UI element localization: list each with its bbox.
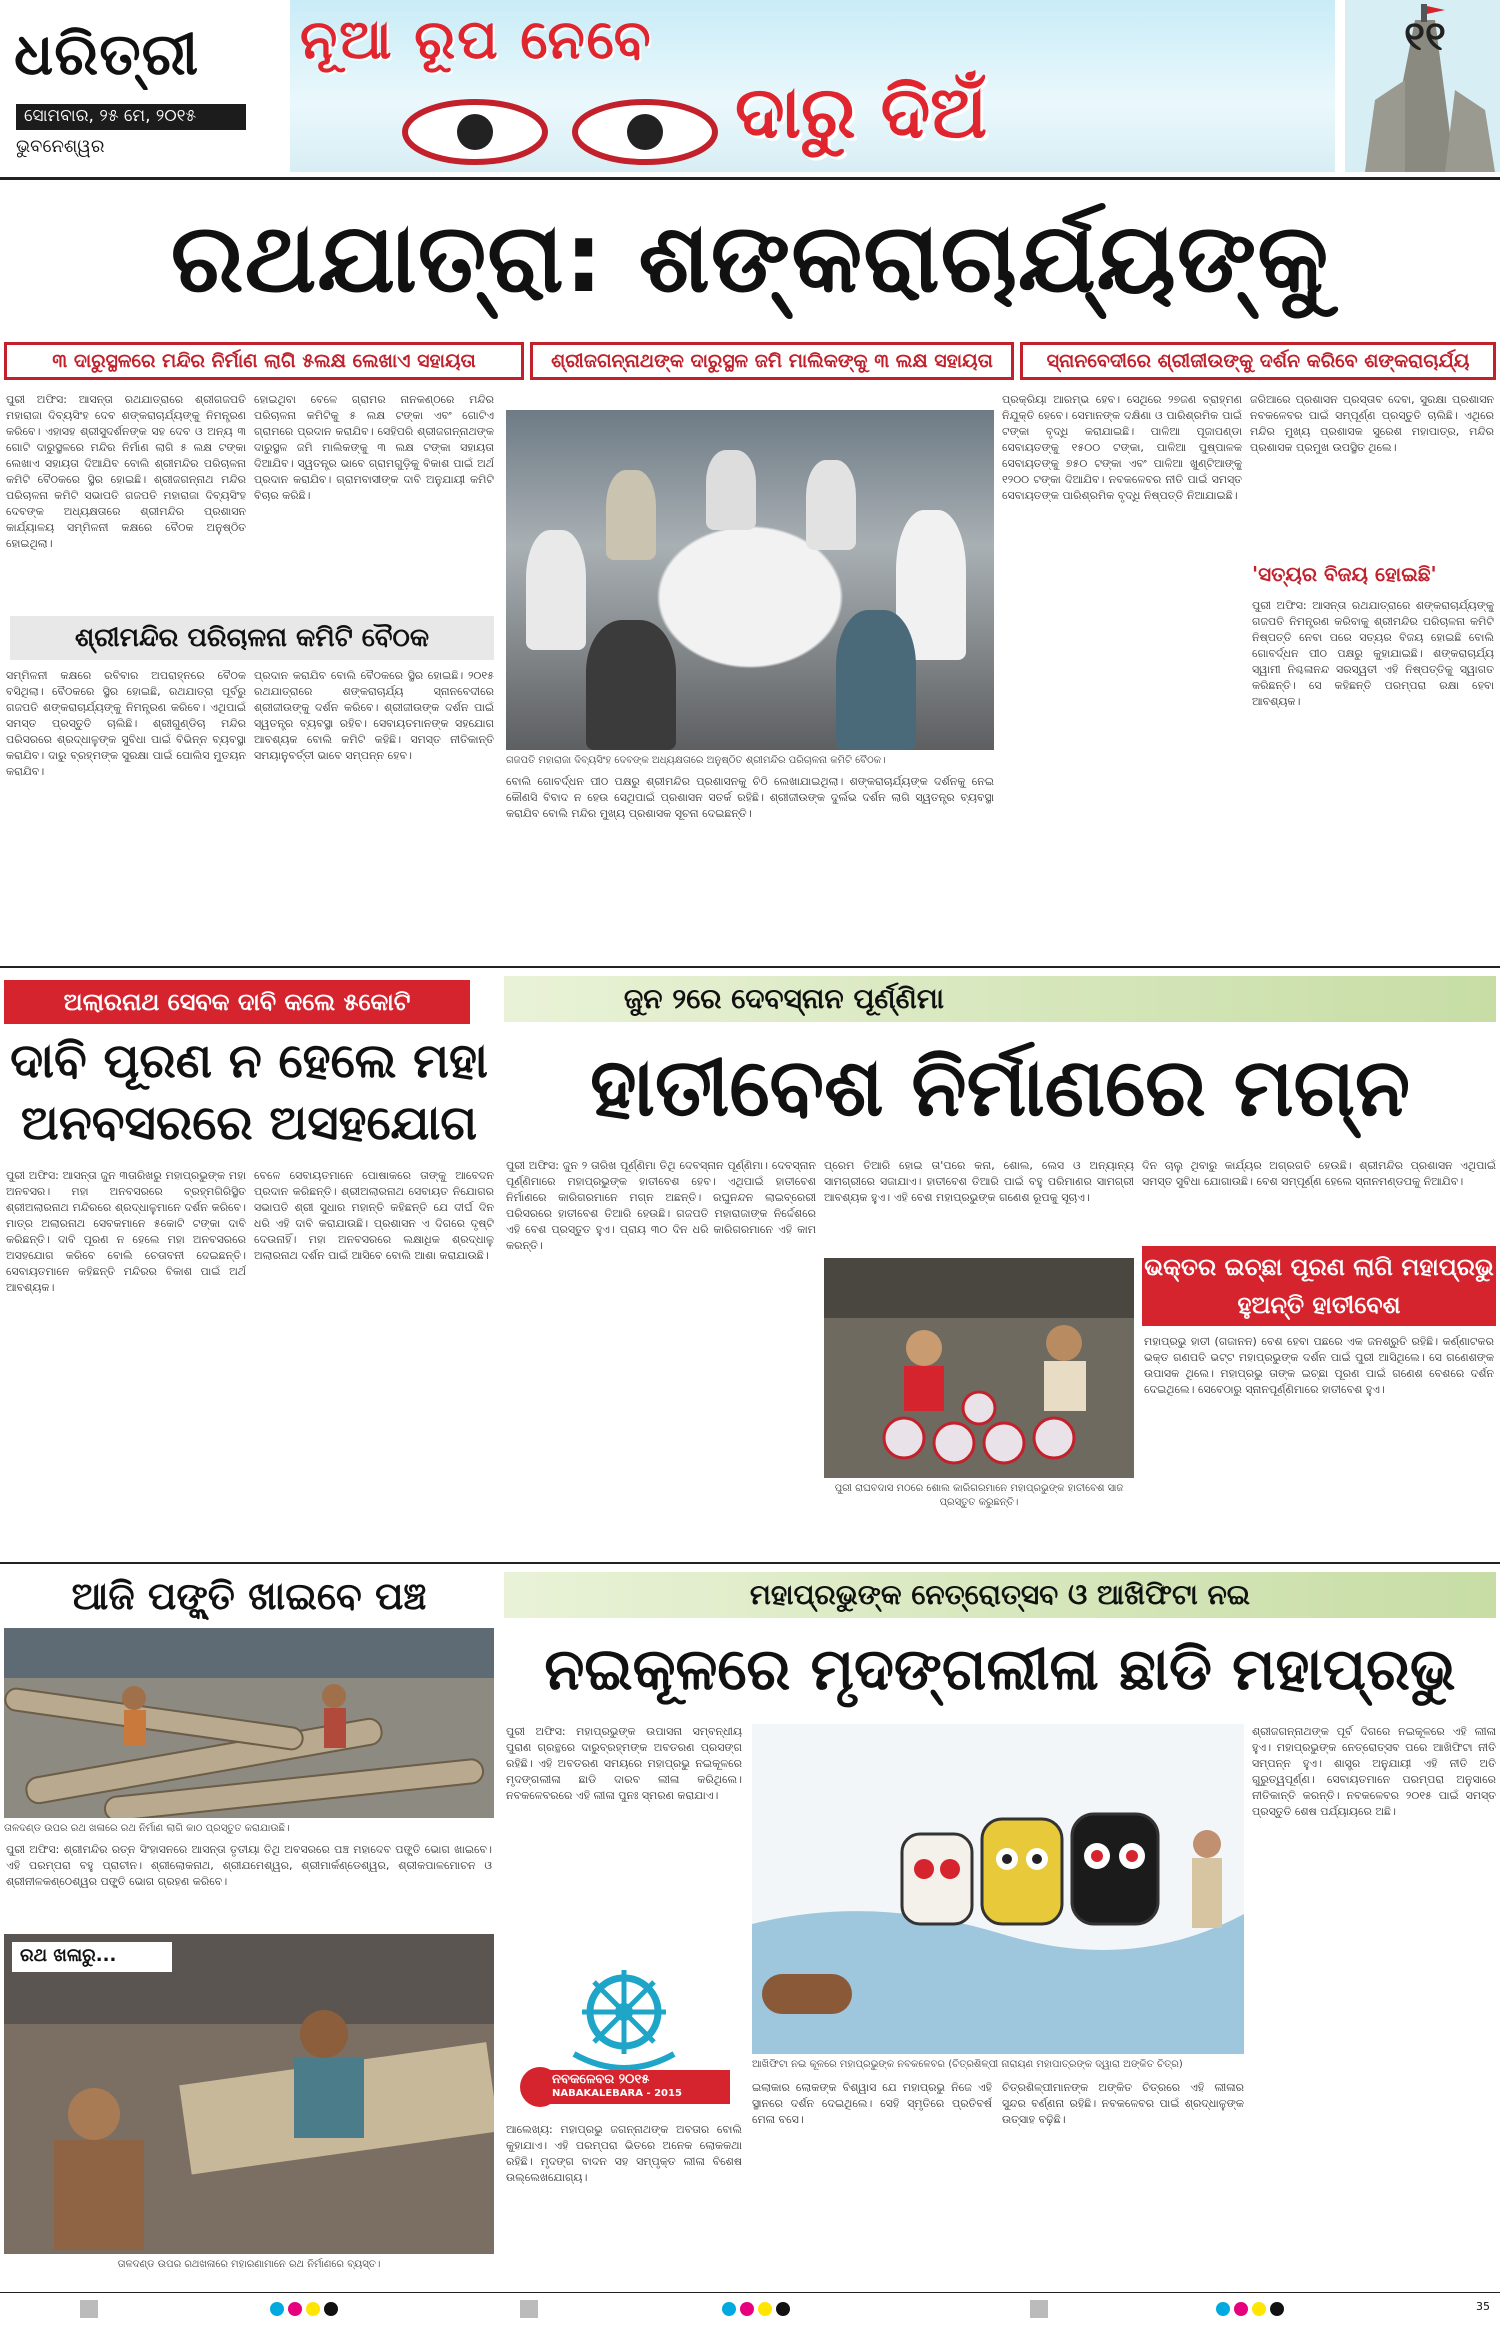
netrotsav-text-a: ପୁରୀ ଅଫିସ: ମହାପ୍ରଭୁଙ୍କ ଉପାସନା ସମ୍ବନ୍ଧୀୟ ପୁରାଣ ଗ୍ରନ୍ଥରେ ଦାରୁବ୍ରହ୍ମଙ୍କ ଅବତରଣ ପ୍ରସଙ୍ଗ ରହିଛି। ଏହି ଅବତରଣ ସମୟରେ ମହାପ୍ରଭୁ ନଇକୂଳରେ ମୃଦଙ୍ଗଲୀଳା ଛାଡି ଦାରବ ଲୀଳା କରିଥିଲେ। ନବକଳେବରରେ ଏହି ଲୀଳା ପୁନଃ ସ୍ମରଣ କରାଯାଏ। [506, 1725, 742, 1802]
banner-tagline: ନୂଆ ରୂପ ନେବେ [300, 8, 653, 71]
yellow-dot-icon-2 [758, 2302, 772, 2316]
alarnath-headline: ଦାବି ପୂରଣ ନ ହେଲେ ମହା ଅନବସରରେ ଅସହଯୋଗ [10, 1033, 488, 1151]
lead-strip-3: ସ୍ନାନବେଦୀରେ ଶ୍ରୀଜୀଉଙ୍କୁ ଦର୍ଶନ କରିବେ ଶଙ୍କରାଚାର୍ଯ୍ୟ [1020, 342, 1496, 380]
alarnath-text-b: ବେଳେ ସେବାୟତମାନେ ପୋଷାକରେ ତାଙ୍କୁ ଆବେଦନ ପ୍ରଦାନ କରିଛନ୍ତି। ଶ୍ରୀଅଲାରନାଥ ସେବାୟତ ନିଯୋଗର ସଭାପତି ଶ୍ରୀ ସୁଧାର ମହାନ୍ତି କହିଛନ୍ତି ଯେ ଦୀର୍ଘ ଦିନ ଧରି ଏହି ଦାବି କରାଯାଉଛି। ପ୍ରଶାସନ ଏ ଦିଗରେ ଦୃଷ୍ଟି ଦେଉନାହିଁ। ମହା ଅନବସରରେ ଲକ୍ଷାଧିକ ଶ୍ରଦ୍ଧାଳୁ ଅଲାରନାଥ ଦର୍ଶନ ପାଇଁ ଆସିବେ ବୋଲି ଆଶା କରାଯାଉଛି। [254, 1169, 494, 1262]
footer-rule [0, 2292, 1500, 2293]
netrotsav-text-d: ଆଲେଖ୍ୟ: ମହାପ୍ରଭୁ ଜଗନ୍ନାଥଙ୍କ ଅବତାର ବୋଲି କୁହାଯାଏ। ଏହି ପରମ୍ପରା ଭିତରେ ଅନେକ ଲୋକକଥା ରହିଛି। ମୃଦଙ୍ଗ ବାଦନ ସହ ସମ୍ପୃକ୍ତ ଲୀଳା ବିଶେଷ ଉଲ୍ଲେଖଯୋଗ୍ୟ। [506, 2123, 742, 2184]
cyan-dot-icon-2 [722, 2302, 736, 2316]
black-dot-icon-3 [1270, 2302, 1284, 2316]
lead-col2-bottom: ପ୍ରଦାନ କରାଯିବ ବୋଲି ବୈଠକରେ ସ୍ଥିର ହୋଇଛି। ୨୦୧୫ ରଥଯାତ୍ରାରେ ଶଙ୍କରାଚାର୍ଯ୍ୟ ସ୍ନାନବେଦୀରେ ଶ୍ରୀଜୀଉଙ୍କୁ ଦର୍ଶନ କରିବେ। ଶ୍ରୀଜୀଉଙ୍କ ଦର୍ଶନ ପାଇଁ ସ୍ୱତନ୍ତ୍ର ବ୍ୟବସ୍ଥା ରହିବ। ସେବାୟତମାନଙ୍କ ସହଯୋଗ ଆବଶ୍ୟକ ବୋଲି କମିଟି କହିଛି। ସମସ୍ତ ନୀତିକାନ୍ତି ସମୟାନୁବର୍ତ୍ତୀ ଭାବେ ସମ୍ପନ୍ନ ହେବ। [254, 669, 494, 762]
footer-page-code: 35 [1476, 2300, 1490, 2313]
nabakalebara-logo-title: ନବକଳେବର ୨୦୧୫ [552, 2072, 650, 2087]
lead-col1-top: ପୁରୀ ଅଫିସ: ଆସନ୍ତା ରଥଯାତ୍ରାରେ ଶ୍ରୀଗଜପତି ମହାରାଜା ଦିବ୍ୟସିଂହ ଦେବ ଶଙ୍କରାଚାର୍ଯ୍ୟଙ୍କୁ ନିମନ୍ତ୍ରଣ କରିବେ। ଏହାସହ ଶ୍ରୀସୁଦର୍ଶନଙ୍କ ସହ ଦେବ ଓ ଅନ୍ୟ ୩ ଗୋଟି ଦାରୁସ୍ଥଳରେ ମନ୍ଦିର ନିର୍ମାଣ ଲାଗି ୫ ଲକ୍ଷ ଟଙ୍କା ଲେଖାଏ ସହାୟତା ଦିଆଯିବ ବୋଲି ଶ୍ରୀମନ୍ଦିର ପରିଚାଳନା କମିଟି ବୈଠକରେ ସ୍ଥିର ହୋଇଛି। ଶ୍ରୀଜଗନ୍ନାଥ ମନ୍ଦିର ପରିଚାଳନା କମିଟି ସଭାପତି ଗଜପତି ମହାରାଜା ଦିବ୍ୟସିଂହ ଦେବଙ୍କ ଅଧ୍ୟକ୍ଷତାରେ ଶ୍ରୀମନ୍ଦିର ପ୍ରଶାସନ କାର୍ଯ୍ୟାଳୟ ସମ୍ମିଳନୀ କକ୍ଷରେ ବୈଠକ ଅନୁଷ୍ଠିତ ହୋଇଥିଲା। [6, 393, 246, 550]
netrotsav-kicker: ମହାପ୍ରଭୁଙ୍କ ନେତ୍ରୋତ୍ସବ ଓ ଆଖିଫିଟା ନଇ [749, 1578, 1251, 1611]
lead-below-photo: ବୋଲି ଗୋବର୍ଦ୍ଧନ ପୀଠ ପକ୍ଷରୁ ଶ୍ରୀମନ୍ଦିର ପ୍ରଶାସନକୁ ଚିଠି ଲେଖାଯାଇଥିଲା। ଶଙ୍କରାଚାର୍ଯ୍ୟଙ୍କ ଦର୍ଶନକୁ ନେଇ କୌଣସି ବିବାଦ ନ ହେଉ ସେଥିପାଇଁ ପ୍ରଶାସନ ସତର୍କ ରହିଛି। ଶ୍ରୀଜୀଉଙ୍କ ଦୁର୍ଲଭ ଦର୍ଶନ ଲାଗି ସ୍ୱତନ୍ତ୍ର ବ୍ୟବସ୍ଥା କରାଯିବ ବୋଲି ମନ୍ଦିର ମୁଖ୍ୟ ପ୍ରଶାସକ ସୂଚନା ଦେଇଛନ୍ତି। [506, 775, 994, 820]
satya-box-text: ପୁରୀ ଅଫିସ: ଆସନ୍ତା ରଥଯାତ୍ରାରେ ଶଙ୍କରାଚାର୍ଯ୍ୟଙ୍କୁ ଗଜପତି ନିମନ୍ତ୍ରଣ କରିବାକୁ ଶ୍ରୀମନ୍ଦିର ପରିଚାଳନା କମିଟି ନିଷ୍ପତ୍ତି ନେବା ପରେ ସତ୍ୟର ବିଜୟ ହୋଇଛି ବୋଲି ଗୋବର୍ଦ୍ଧନ ପୀଠ ପକ୍ଷରୁ କୁହାଯାଇଛି। ଶଙ୍କରାଚାର୍ଯ୍ୟ ସ୍ୱାମୀ ନିଶ୍ଚଳାନନ୍ଦ ସରସ୍ୱତୀ ଏହି ନିଷ୍ପତ୍ତିକୁ ସ୍ୱାଗତ କରିଛନ୍ତି। ସେ କହିଛନ୍ତି ପରମ୍ପରା ରକ୍ଷା ହେବା ଆବଶ୍ୟକ। [1252, 599, 1494, 708]
magenta-dot-icon-3 [1234, 2302, 1248, 2316]
logs-photo-caption: ତାଳଦଣ୍ଡ ଉପର ରଥ ଖଳାରେ ରଥ ନିର୍ମାଣ ଲାଗି କାଠ ପ୍ରସ୍ତୁତ କରାଯାଉଛି। [4, 1823, 290, 1834]
lead-headline: ରଥଯାତ୍ରା: ଶଙ୍କରାଚାର୍ଯ୍ୟଙ୍କୁ [170, 202, 1330, 314]
hatibesha-box-title: ଭକ୍ତର ଇଚ୍ଛା ପୂରଣ ଲାଗି ମହାପ୍ରଭୁ ହୁଅନ୍ତି ହାତୀବେଶ [1142, 1246, 1496, 1326]
magenta-dot-icon-2 [740, 2302, 754, 2316]
registration-mark [80, 2300, 98, 2318]
lead-strip-2: ଶ୍ରୀଜଗନ୍ନାଥଙ୍କ ଦାରୁସ୍ଥଳ ଜମି ମାଲିକଙ୍କୁ ୩ ଲକ୍ଷ ସହାୟତା [530, 342, 1014, 380]
alarnath-text-a: ପୁରୀ ଅଫିସ: ଆସନ୍ତା ଜୁନ ୩ତାରିଖରୁ ମହାପ୍ରଭୁଙ୍କ ମହା ଅନବସର। ମହା ଅନବସରରେ ବ୍ରହ୍ମଗିରିସ୍ଥିତ ଶ୍ରୀଅଲାରନାଥ ମନ୍ଦିରରେ ଶ୍ରଦ୍ଧାଳୁମାନେ ଦର୍ଶନ କରିବେ। ମାତ୍ର ଅଲାରନାଥ ସେବକମାନେ ୫କୋଟି ଟଙ୍କା ଦାବି କରିଛନ୍ତି। ଦାବି ପୂରଣ ନ ହେଲେ ମହା ଅନବସରରେ ଅସହଯୋଗ କରିବେ ବୋଲି ଚେତାବନୀ ଦେଇଛନ୍ତି। ସେବାୟତମାନେ କହିଛନ୍ତି ମନ୍ଦିରର ବିକାଶ ପାଇଁ ଅର୍ଥ ଆବଶ୍ୟକ। [6, 1169, 246, 1294]
hatibesha-photo-caption: ପୁରୀ ରାଘବଦାସ ମଠରେ ଶୋଲ କାରିଗରମାନେ ମହାପ୍ରଭୁଙ୍କ ହାତୀବେଶ ସାଜ ପ୍ରସ୍ତୁତ କରୁଛନ୍ତି। [834, 1483, 1124, 1508]
lead-col2-top: ହୋଇଥିବା ବେଳେ ଗ୍ରାମର ନାନକଣ୍ଠରେ ମନ୍ଦିର ପରିଚାଳନା କମିଟିକୁ ୫ ଲକ୍ଷ ଟଙ୍କା ଏବଂ ଗୋଟିଏ ଗ୍ରାମରେ ପ୍ରଦାନ କରାଯିବ। ସେହିପରି ଶ୍ରୀଜଗନ୍ନାଥଙ୍କ ଦାରୁସ୍ଥଳ ଜମି ମାଲିକଙ୍କୁ ୩ ଲକ୍ଷ ଟଙ୍କା ସହାୟତା ଦିଆଯିବ। ସ୍ୱତନ୍ତ୍ର ଭାବେ ଗ୍ରାମଗୁଡ଼ିକୁ ବିକାଶ ପାଇଁ ଅର୍ଥ ପ୍ରଦାନ କରାଯିବ। ଗ୍ରାମବାସୀଙ୍କ ଦାବି ଅନୁଯାୟୀ କମିଟି ବିଚାର କରିଛି। [254, 393, 494, 502]
yellow-dot-icon-3 [1252, 2302, 1266, 2316]
dateline: ସୋମବାର, ୨୫ ମେ, ୨୦୧୫ [16, 104, 246, 130]
lead-subhead: ଶ୍ରୀମନ୍ଦିର ପରିଚାଳନା କମିଟି ବୈଠକ [10, 616, 494, 660]
hatibesha-headline: ହାତୀବେଶ ନିର୍ମାଣରେ ମଗ୍ନ [589, 1041, 1411, 1134]
hatibesha-text-b: ପ୍ରେମ ତିଆରି ହୋଇ ତା'ପରେ କନା, ଶୋଲ, ଲେସ ଓ ଅନ୍ୟାନ୍ୟ ସାମଗ୍ରୀରେ ସଜାଯାଏ। ହାତୀବେଶ ତିଆରି ପାଇଁ ବହୁ ପରିମାଣର ସାମଗ୍ରୀ ଆବଶ୍ୟକ ହୁଏ। ଏହି ବେଶ ମହାପ୍ରଭୁଙ୍କ ଗଣେଶ ରୂପକୁ ସୂଚାଏ। [824, 1159, 1134, 1204]
registration-mark-2 [520, 2300, 538, 2318]
rath-khala-label: ରଥ ଖଳାରୁ... [12, 1942, 172, 1972]
newspaper-logo: ଧରିତ୍ରୀ [14, 20, 200, 88]
meeting-photo [506, 410, 994, 750]
hatibesha-photo [824, 1258, 1134, 1478]
lead-col4: ପ୍ରକ୍ରିୟା ଆରମ୍ଭ ହେବ। ସେଥିରେ ୨୭ଜଣ ବ୍ରାହ୍ମଣ ନିଯୁକ୍ତି ହେବେ। ସେମାନଙ୍କ ଦକ୍ଷିଣା ଓ ପାରିଶ୍ରମିକ ପାଇଁ ଟଙ୍କା ବୃଦ୍ଧି କରାଯାଇଛି। ପାଳିଆ ପୂଜାପଣ୍ଡା ସେବାୟତଙ୍କୁ ୧୫୦୦ ଟଙ୍କା, ପାଳିଆ ପୁଷ୍ପାଳକ ସେବାୟତଙ୍କୁ ୭୫୦ ଟଙ୍କା ଏବଂ ପାଳିଆ ଖୁଣ୍ଟିଆଙ୍କୁ ୧୨୦୦ ଟଙ୍କା ଦିଆଯିବ। ନବକଳେବର ନୀତି ପାଇଁ ସମସ୍ତ ସେବାୟତଙ୍କ ପାରିଶ୍ରମିକ ବୃଦ୍ଧି ନିଷ୍ପତ୍ତି ନିଆଯାଇଛି। [1002, 393, 1242, 502]
cyan-dot-icon [270, 2302, 284, 2316]
edition-place: ଭୁବନେଶ୍ୱର [16, 136, 105, 157]
carpenters-photo [4, 1934, 494, 2254]
alarnath-label: ଅଲାରନାଥ ସେବକ ଦାବି କଲେ ୫କୋଟି [4, 980, 470, 1024]
netrotsav-text-e: ଇଲାକାର ଲୋକଙ୍କ ବିଶ୍ୱାସ ଯେ ମହାପ୍ରଭୁ ନିଜେ ଏହି ସ୍ଥାନରେ ଦର୍ଶନ ଦେଇଥିଲେ। ସେହି ସ୍ମୃତିରେ ପ୍ରତିବର୍ଷ ମେଳା ବସେ। [752, 2081, 992, 2126]
section-divider-2 [0, 1562, 1500, 1564]
deity-eyes-icon [395, 92, 725, 172]
carpenters-photo-caption: ତାଳଦଣ୍ଡ ଉପର ରଥଖଳାରେ ମହାରଣାମାନେ ରଥ ନିର୍ମାଣରେ ବ୍ୟସ୍ତ। [117, 2259, 381, 2270]
satya-box-title: 'ସତ୍ୟର ବିଜୟ ହୋଇଛି' [1252, 562, 1437, 586]
hatibesha-text-a: ପୁରୀ ଅଫିସ: ଜୁନ ୨ ତାରିଖ ପୂର୍ଣ୍ଣିମା ତିଥି ଦେବସ୍ନାନ ପୂର୍ଣ୍ଣିମା। ଦେବସ୍ନାନ ପୂର୍ଣ୍ଣିମାରେ ମହାପ୍ରଭୁଙ୍କ ହାତୀବେଶ ହେବ। ଏଥିପାଇଁ ହାତୀବେଶ ନିର୍ମାଣରେ କାରିଗରମାନେ ମଗ୍ନ ଅଛନ୍ତି। ରଘୁନନ୍ଦନ ଲାଇବ୍ରେରୀ ପରିସରରେ ହାତୀବେଶ ତିଆରି ହେଉଛି। ଗଜପତି ମହାରାଜାଙ୍କ ନିର୍ଦ୍ଦେଶରେ ଏହି ବେଶ ପ୍ରସ୍ତୁତ ହୁଏ। ପ୍ରାୟ ୩୦ ଦିନ ଧରି କାରିଗରମାନେ ଏହି କାମ କରନ୍ତି। [506, 1159, 816, 1252]
pankti-headline: ଆଜି ପଙ୍କ୍ତି ଖାଇବେ ପଞ୍ଚ [71, 1574, 427, 1618]
magenta-dot-icon [288, 2302, 302, 2316]
netrotsav-text-f: ଚିତ୍ରଶିଳ୍ପୀମାନଙ୍କ ଅଙ୍କିତ ଚିତ୍ରରେ ଏହି ଲୀଳାର ସୁନ୍ଦର ବର୍ଣ୍ଣନା ରହିଛି। ନବକଳେବର ପାଇଁ ଶ୍ରଦ୍ଧାଳୁଙ୍କ ଉତ୍ସାହ ବଢ଼ିଛି। [1002, 2081, 1244, 2126]
lead-col1-bottom: ସମ୍ମିଳନୀ କକ୍ଷରେ ରବିବାର ଅପରାହ୍ନରେ ବୈଠକ ବସିଥିଲା। ବୈଠକରେ ସ୍ଥିର ହୋଇଛି, ରଥଯାତ୍ରା ପୂର୍ବରୁ ଗଜପତି ଶଙ୍କରାଚାର୍ଯ୍ୟଙ୍କୁ ନିମନ୍ତ୍ରଣ କରିବେ। ଏଥିପାଇଁ ସମସ୍ତ ପ୍ରସ୍ତୁତି ଚାଲିଛି। ଶ୍ରୀଗୁଣ୍ଡିଚା ମନ୍ଦିର ପରିସରରେ ଶ୍ରଦ୍ଧାଳୁଙ୍କ ସୁବିଧା ପାଇଁ ବିଭିନ୍ନ ବ୍ୟବସ୍ଥା କରାଯିବ। ଦାରୁ ବ୍ରହ୍ମଙ୍କ ସୁରକ୍ଷା ପାଇଁ ପୋଲିସ ମୁତୟନ କରାଯିବ। [6, 669, 246, 778]
registration-mark-3 [1030, 2300, 1048, 2318]
pankti-text: ପୁରୀ ଅଫିସ: ଶ୍ରୀମନ୍ଦିର ରତ୍ନ ସିଂହାସନରେ ଆସନ୍ତା ତୃତୀୟା ତିଥି ଅବସରରେ ପଞ୍ଚ ମହାଦେବ ପଙ୍କ୍ତି ଭୋଗ ଖାଇବେ। ଏହି ପରମ୍ପରା ବହୁ ପ୍ରାଚୀନ। ଶ୍ରୀଲୋକନାଥ, ଶ୍ରୀଯମେଶ୍ୱର, ଶ୍ରୀମାର୍କଣ୍ଡେଶ୍ୱର, ଶ୍ରୀକପାଳମୋଚନ ଓ ଶ୍ରୀନୀଳକଣ୍ଠେଶ୍ୱର ପଙ୍କ୍ତି ଭୋଗ ଗ୍ରହଣ କରିବେ। [6, 1843, 492, 1888]
section-divider-1 [0, 966, 1500, 968]
lead-strip-1: ୩ ଦାରୁସ୍ଥଳରେ ମନ୍ଦିର ନିର୍ମାଣ ଲାଗି ୫ଲକ୍ଷ ଲେଖାଏ ସହାୟତା [4, 342, 524, 380]
hatibesha-box-text: ମହାପ୍ରଭୁ ହାତୀ (ଗଜାନନ) ବେଶ ହେବା ପଛରେ ଏକ ଜନଶ୍ରୁତି ରହିଛି। କର୍ଣ୍ଣାଟକର ଭକ୍ତ ଗଣପତି ଭଟ୍ଟ ମହାପ୍ରଭୁଙ୍କ ଦର୍ଶନ ପାଇଁ ପୁରୀ ଆସିଥିଲେ। ସେ ଗଣେଶଙ୍କ ଉପାସକ ଥିଲେ। ମହାପ୍ରଭୁ ତାଙ୍କ ଇଚ୍ଛା ପୂରଣ ପାଇଁ ଗଣେଶ ବେଶରେ ଦର୍ଶନ ଦେଇଥିଲେ। ସେବେଠାରୁ ସ୍ନାନପୂର୍ଣ୍ଣିମାରେ ହାତୀବେଶ ହୁଏ। [1144, 1335, 1494, 1396]
meeting-photo-caption: ଗଜପତି ମହାରାଜା ଦିବ୍ୟସିଂହ ଦେବଙ୍କ ଅଧ୍ୟକ୍ଷତାରେ ଅନୁଷ୍ଠିତ ଶ୍ରୀମନ୍ଦିର ପରିଚାଳନା କମିଟି ବୈଠକ। [506, 755, 886, 766]
cyan-dot-icon-3 [1216, 2302, 1230, 2316]
black-dot-icon-2 [776, 2302, 790, 2316]
lead-col5: ଜରିଆରେ ପ୍ରଶାସନ ପ୍ରସ୍ତାବ ଦେବା, ସୁରକ୍ଷା ପ୍ରଶାସନ ନବକଳେବର ପାଇଁ ସମ୍ପୂର୍ଣ୍ଣ ପ୍ରସ୍ତୁତି ଚାଲିଛି। ଏଥିରେ ମନ୍ଦିର ମୁଖ୍ୟ ପ୍ରଶାସକ ସୁରେଶ ମହାପାତ୍ର, ମନ୍ଦିର ପ୍ରଶାସକ ପ୍ରମୁଖ ଉପସ୍ଥିତ ଥିଲେ। [1250, 393, 1494, 454]
logs-photo [4, 1628, 494, 1818]
netrotsav-headline: ନଇକୂଳରେ ମୃଦଙ୍ଗଲୀଳା ଛାଡି ମହାପ୍ରଭୁ [544, 1635, 1456, 1703]
page-number: ୧୧ [1404, 14, 1446, 60]
illustration-caption: ଆଖିଫିଟା ନଇ କୂଳରେ ମହାପ୍ରଭୁଙ୍କ ନବକଳେବର (ଚିତ୍ରଶିଳ୍ପୀ ନାରାୟଣ ମହାପାତ୍ରଙ୍କ ଦ୍ୱାରା ଅଙ୍କିତ ଚିତ୍ର) [752, 2059, 1183, 2070]
banner-title: ଦାରୁ ଦିଅଁ [735, 70, 987, 154]
netrotsav-text-c: ଶ୍ରୀଜଗନ୍ନାଥଙ୍କ ପୂର୍ବ ଦିଗରେ ନଇକୂଳରେ ଏହି ଲୀଳା ହୁଏ। ମହାପ୍ରଭୁଙ୍କ ନେତ୍ରୋତ୍ସବ ପରେ ଆଖିଫିଟା ନୀତି ସମ୍ପନ୍ନ ହୁଏ। ଶାସ୍ତ୍ର ଅନୁଯାୟୀ ଏହି ନୀତି ଅତି ଗୁରୁତ୍ୱପୂର୍ଣ୍ଣ। ସେବାୟତମାନେ ପରମ୍ପରା ଅନୁସାରେ ନୀତିକାନ୍ତି କରନ୍ତି। ନବକଳେବର ୨୦୧୫ ପାଇଁ ସମସ୍ତ ପ୍ରସ୍ତୁତି ଶେଷ ପର୍ଯ୍ୟାୟରେ ଅଛି। [1252, 1725, 1496, 1818]
yellow-dot-icon [306, 2302, 320, 2316]
hatibesha-text-c: ଦିନ ଚାଲୁ ଥିବାରୁ କାର୍ଯ୍ୟର ଅଗ୍ରଗତି ହେଉଛି। ଶ୍ରୀମନ୍ଦିର ପ୍ରଶାସନ ଏଥିପାଇଁ ସମସ୍ତ ସୁବିଧା ଯୋଗାଉଛି। ବେଶ ସମ୍ପୂର୍ଣ୍ଣ ହେଲେ ସ୍ନାନମଣ୍ଡପକୁ ନିଆଯିବ। [1142, 1159, 1496, 1188]
black-dot-icon [324, 2302, 338, 2316]
nabakalebara-logo-sub: NABAKALEBARA - 2015 [552, 2088, 682, 2099]
deity-illustration [752, 1724, 1244, 2054]
hatibesha-kicker: ଜୁନ ୨ରେ ଦେବସ୍ନାନ ପୂର୍ଣ୍ଣିମା [623, 982, 945, 1015]
